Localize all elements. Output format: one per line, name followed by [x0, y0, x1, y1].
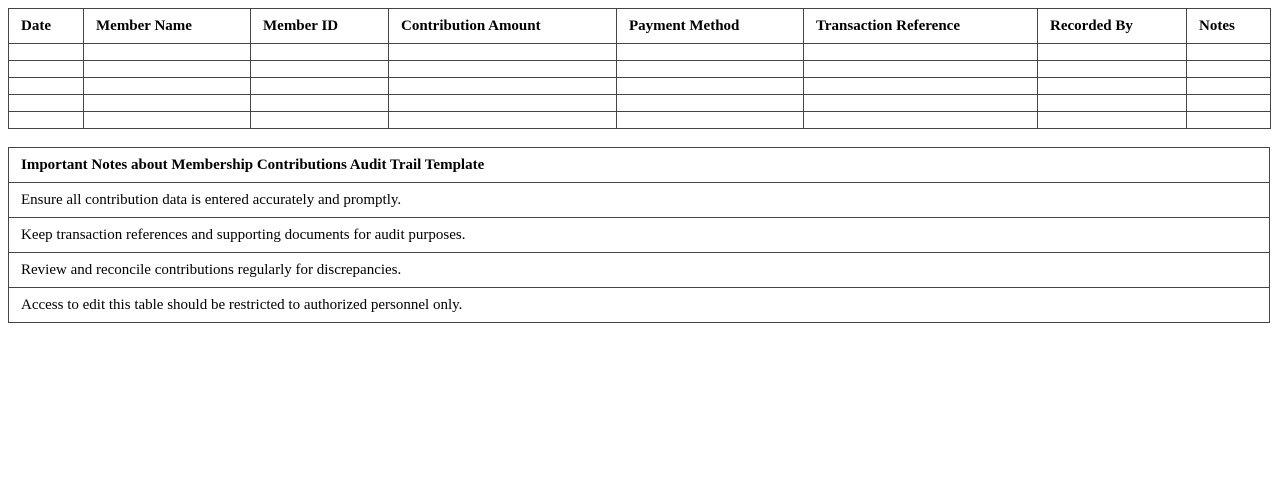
table-cell[interactable]	[389, 112, 617, 129]
table-cell[interactable]	[251, 78, 389, 95]
note-row	[9, 183, 1270, 218]
note-item: Ensure all contribution data is entered accurately and promptly.	[9, 183, 1270, 218]
table-cell[interactable]	[9, 78, 84, 95]
table-cell[interactable]	[617, 95, 804, 112]
table-cell[interactable]	[1187, 78, 1271, 95]
note-row	[9, 218, 1270, 253]
table-cell[interactable]	[1187, 44, 1271, 61]
table-cell[interactable]	[617, 112, 804, 129]
contributions-audit-table	[8, 8, 1271, 129]
table-cell[interactable]	[84, 78, 251, 95]
column-header-contribution-amount: Contribution Amount	[389, 9, 617, 44]
document-body	[8, 8, 1270, 323]
table-cell[interactable]	[1187, 61, 1271, 78]
important-notes-table	[8, 147, 1270, 323]
table-cell[interactable]	[251, 112, 389, 129]
table-cell[interactable]	[1038, 61, 1187, 78]
table-cell[interactable]	[804, 112, 1038, 129]
table-cell[interactable]	[389, 78, 617, 95]
table-cell[interactable]	[1187, 112, 1271, 129]
table-cell[interactable]	[9, 112, 84, 129]
table-cell[interactable]	[1038, 112, 1187, 129]
column-header-transaction-reference: Transaction Reference	[804, 9, 1038, 44]
table-cell[interactable]	[617, 78, 804, 95]
column-header-recorded-by: Recorded By	[1038, 9, 1187, 44]
table-cell[interactable]	[84, 112, 251, 129]
column-header-notes: Notes	[1187, 9, 1271, 44]
table-cell[interactable]	[84, 95, 251, 112]
note-item: Access to edit this table should be restricted to authorized personnel only.	[9, 288, 1270, 323]
note-item: Review and reconcile contributions regularly for discrepancies.	[9, 253, 1270, 288]
table-cell[interactable]	[389, 61, 617, 78]
column-header-payment-method: Payment Method	[617, 9, 804, 44]
table-cell[interactable]	[84, 44, 251, 61]
column-header-member-id: Member ID	[251, 9, 389, 44]
table-cell[interactable]	[84, 61, 251, 78]
table-cell[interactable]	[1038, 95, 1187, 112]
table-row	[9, 61, 1271, 78]
table-cell[interactable]	[389, 44, 617, 61]
table-cell[interactable]	[9, 95, 84, 112]
table-cell[interactable]	[617, 61, 804, 78]
note-row	[9, 288, 1270, 323]
table-row	[9, 44, 1271, 61]
column-header-date: Date	[9, 9, 84, 44]
table-cell[interactable]	[1187, 95, 1271, 112]
table-row	[9, 95, 1271, 112]
table-cell[interactable]	[1038, 78, 1187, 95]
note-row	[9, 253, 1270, 288]
table-row	[9, 112, 1271, 129]
table-cell[interactable]	[251, 44, 389, 61]
column-header-member-name: Member Name	[84, 9, 251, 44]
table-cell[interactable]	[9, 44, 84, 61]
table-cell[interactable]	[251, 61, 389, 78]
table-cell[interactable]	[251, 95, 389, 112]
notes-title: Important Notes about Membership Contributions Audit Trail Template	[9, 148, 1270, 183]
table-cell[interactable]	[1038, 44, 1187, 61]
table-row	[9, 78, 1271, 95]
note-item: Keep transaction references and supporting documents for audit purposes.	[9, 218, 1270, 253]
notes-title-row	[9, 148, 1270, 183]
table-cell[interactable]	[804, 61, 1038, 78]
table-cell[interactable]	[617, 44, 804, 61]
table-cell[interactable]	[9, 61, 84, 78]
table-cell[interactable]	[804, 95, 1038, 112]
table-cell[interactable]	[389, 95, 617, 112]
table-header-row	[9, 9, 1271, 44]
table-cell[interactable]	[804, 78, 1038, 95]
table-cell[interactable]	[804, 44, 1038, 61]
